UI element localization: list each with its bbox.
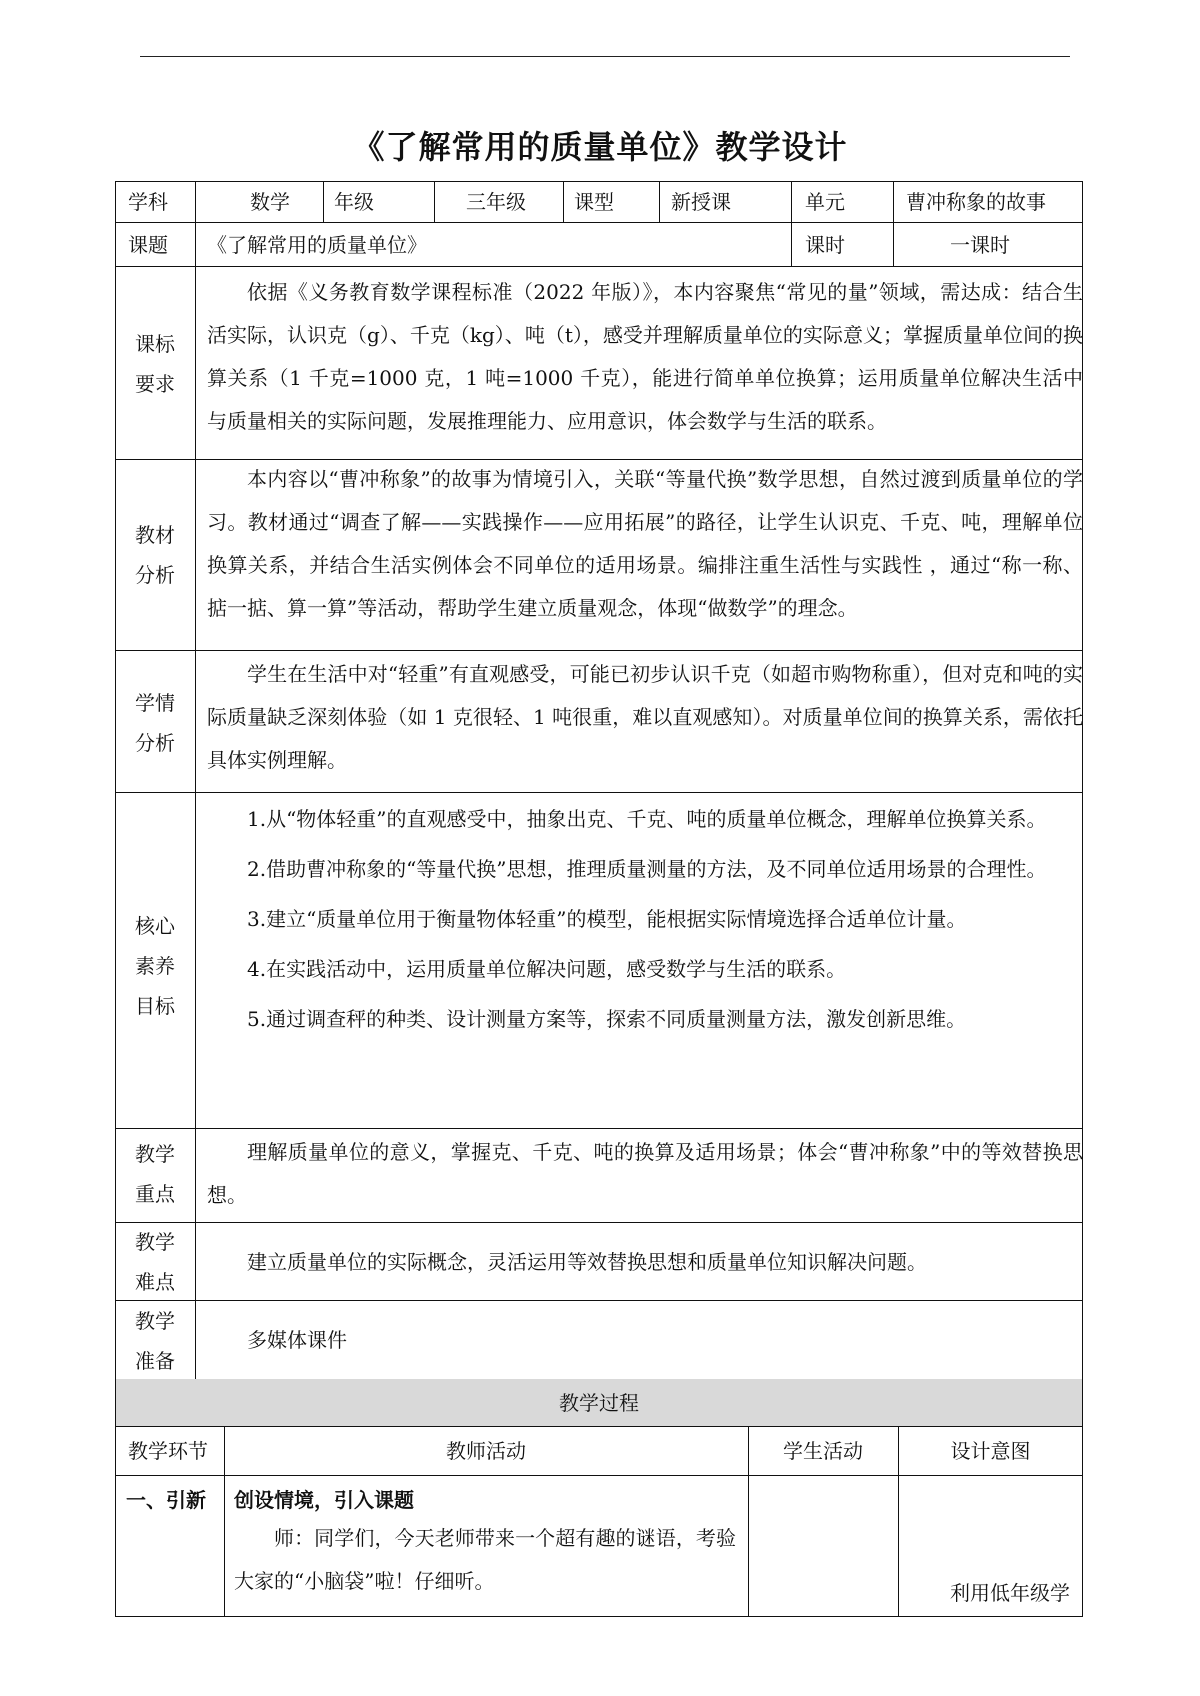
key-points-text: 理解质量单位的意义，掌握克、千克、吨的换算及适用场景；体会“曹冲称象”中的等效替换思想。 — [207, 1140, 1083, 1207]
hours-label: 课时 — [805, 233, 845, 257]
difficulties-text: 建立质量单位的实际概念，灵活运用等效替换思想和质量单位知识解决问题。 — [247, 1250, 927, 1274]
students-label: 学情 分析 — [135, 691, 175, 755]
hours-value: 一课时 — [950, 233, 1010, 257]
grade-value: 三年级 — [466, 190, 526, 214]
subject-value: 数学 — [250, 190, 290, 214]
topic-label: 课题 — [128, 233, 168, 257]
unit-label: 单元 — [805, 190, 845, 214]
unit-value: 曹冲称象的故事 — [906, 190, 1046, 214]
core-goal-item: 2.借助曹冲称象的“等量代换”思想，推理质量测量的方法，及不同单位适用场景的合理性。 — [247, 857, 1047, 881]
stage-intro: 一、引新 — [126, 1488, 206, 1512]
type-value: 新授课 — [671, 190, 731, 214]
textbook-label: 教材 分析 — [135, 523, 175, 587]
key-points-label: 教学 重点 — [135, 1142, 175, 1206]
preparation-label: 教学 准备 — [135, 1309, 175, 1373]
grade-label: 年级 — [334, 190, 374, 214]
curriculum-label: 课标 要求 — [135, 332, 175, 396]
col-intent-header: 设计意图 — [950, 1439, 1031, 1463]
topic-value: 《了解常用的质量单位》 — [207, 233, 427, 257]
core-goal-item: 4.在实践活动中，运用质量单位解决问题，感受数学与生活的联系。 — [247, 957, 847, 981]
type-label: 课型 — [574, 190, 614, 214]
core-goal-item: 1.从“物体轻重”的直观感受中，抽象出克、千克、吨的质量单位概念，理解单位换算关系。 — [247, 807, 1047, 831]
core-goal-item: 5.通过调查秤的种类、设计测量方案等，探索不同质量测量方法，激发创新思维。 — [247, 1007, 967, 1031]
subject-label: 学科 — [128, 190, 168, 214]
header-rule — [140, 56, 1070, 57]
teacher-activity-text: 师：同学们，今天老师带来一个超有趣的谜语，考验大家的“小脑袋”啦！仔细听。 — [234, 1526, 736, 1593]
col-teacher-header: 教师活动 — [446, 1439, 526, 1463]
process-heading: 教学过程 — [559, 1391, 639, 1415]
difficulties-label: 教学 难点 — [135, 1230, 175, 1294]
col-student-header: 学生活动 — [783, 1439, 863, 1463]
teacher-activity-title: 创设情境，引入课题 — [234, 1488, 414, 1512]
textbook-text: 本内容以“曹冲称象”的故事为情境引入，关联“等量代换”数学思想，自然过渡到质量单位的学习。教材通过“调查了解——实践操作——应用拓展”的路径，让学生认识克、千克、吨，理解单位换算关系，并结合生活实例体会不同单位的适用场景。编排注重生活性与实践性 ，通过“称一称、掂一掂、算一算”等活动，帮助学生建立质量观念，体现“做数学”的理念。 — [207, 467, 1083, 620]
col-stage-header: 教学环节 — [128, 1439, 208, 1463]
core-goals-list — [207, 797, 1083, 1047]
curriculum-text: 依据《义务教育数学课程标准（2022 年版）》，本内容聚焦“常见的量”领域，需达成：结合生活实际，认识克（g）、千克（kg）、吨（t），感受并理解质量单位的实际意义；掌握质量单位间的换算关系（1 千克=1000 克，1 吨=1000 千克），能进行简单单位换算；运用质量单位解决生活中与质量相关的实际问题，发展推理能力、应用意识，体会数学与生活的联系。 — [207, 280, 1083, 433]
students-text: 学生在生活中对“轻重”有直观感受，可能已初步认识千克（如超市购物称重），但对克和吨的实际质量缺乏深刻体验（如 1 克很轻、1 吨很重，难以直观感知）。对质量单位间的换算关系，需依托具体实例理解。 — [207, 662, 1083, 772]
page-title: 《了解常用的质量单位》教学设计 — [352, 128, 848, 166]
design-intent-text: 利用低年级学 — [950, 1581, 1070, 1605]
core-goal-item: 3.建立“质量单位用于衡量物体轻重”的模型，能根据实际情境选择合适单位计量。 — [247, 907, 967, 931]
preparation-text: 多媒体课件 — [247, 1328, 347, 1352]
core-label: 核心 素养 目标 — [135, 914, 175, 1018]
